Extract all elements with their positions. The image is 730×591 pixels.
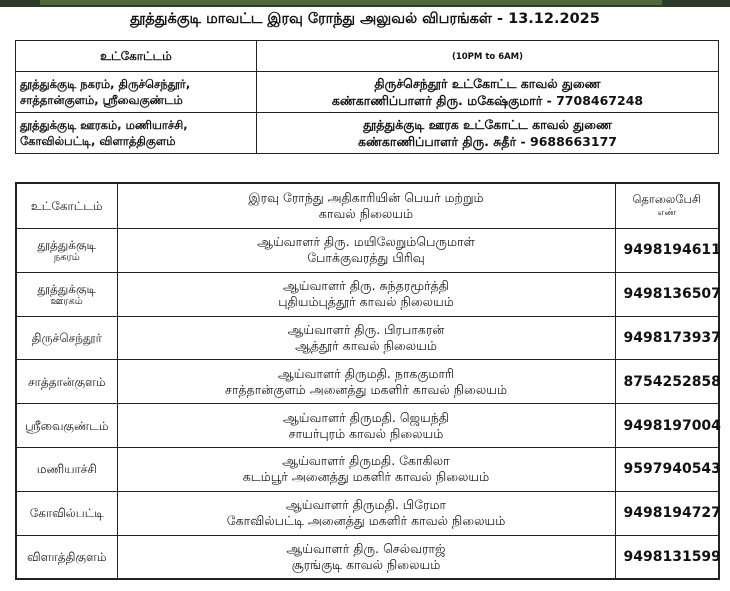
table-row <box>16 447 719 491</box>
officer-cell: ஆய்வாளர் திருமதி. பிரேமா கோவில்பட்டி அனைத்து மகளிர் காவல் நிலையம் <box>117 491 615 535</box>
phone-cell: 9498194611 <box>615 229 719 273</box>
division-cell: ஸ்ரீவைகுண்டம் <box>16 404 117 448</box>
summary-row <box>16 72 719 113</box>
summary-table <box>15 40 719 154</box>
phone-cell: 9498136507 <box>615 272 719 316</box>
top-banner <box>0 0 730 7</box>
division-cell: மணியாச்சி <box>16 447 117 491</box>
table-row <box>16 491 719 535</box>
detail-table <box>15 182 720 580</box>
officer-cell: ஆய்வாளர் திருமதி. கோகிலா கடம்பூர் அனைத்து மகளிர் காவல் நிலையம் <box>117 447 615 491</box>
officer-cell: ஆய்வாளர் திரு. சுந்தரமூர்த்தி புதியம்புத்தூர் காவல் நிலையம் <box>117 272 615 316</box>
table-row <box>16 404 719 448</box>
header-officer: இரவு ரோந்து அதிகாரியின் பெயர் மற்றும் காவல் நிலையம் <box>117 183 615 229</box>
division-cell: சாத்தான்குளம் <box>16 360 117 404</box>
table-row <box>16 229 719 273</box>
phone-cell: 9597940543 <box>615 447 719 491</box>
officer-cell: ஆய்வாளர் திரு. செல்வராஜ் சூரங்குடி காவல் நிலையம் <box>117 535 615 579</box>
officer-cell: ஆய்வாளர் திரு. மயிலேறும்பெருமாள் போக்குவரத்து பிரிவு <box>117 229 615 273</box>
summary-row <box>16 113 719 154</box>
table-row <box>16 360 719 404</box>
detail-header-row <box>16 183 719 229</box>
division-cell: விளாத்திகுளம் <box>16 535 117 579</box>
officer-cell: ஆய்வாளர் திருமதி. ஜெயந்தி சாயர்புரம் காவல் நிலையம் <box>117 404 615 448</box>
officer-cell: ஆய்வாளர் திரு. பிரபாகரன் ஆத்தூர் காவல் நிலையம் <box>117 316 615 360</box>
summary-header-time: (10PM to 6AM) <box>257 41 719 72</box>
page-title: தூத்துக்குடி மாவட்ட இரவு ரோந்து அலுவல் விபரங்கள் - 13.12.2025 <box>130 11 600 27</box>
phone-cell: 9498194727 <box>615 491 719 535</box>
banner-stripe <box>40 0 662 5</box>
table-row <box>16 535 719 579</box>
summary-officer-cell: தூத்துக்குடி ஊரக உட்கோட்ட காவல் துணை கண்காணிப்பாளர் திரு. சுதீர் - 9688663177 <box>257 113 719 154</box>
summary-divisions-cell: தூத்துக்குடி நகரம், திருச்செந்தூர், சாத்தான்குளம், ஸ்ரீவைகுண்டம் <box>16 72 257 113</box>
officer-cell: ஆய்வாளர் திருமதி. நாககுமாரி சாத்தான்குளம் அனைத்து மகளிர் காவல் நிலையம் <box>117 360 615 404</box>
summary-header-row <box>16 41 719 72</box>
summary-divisions-cell: தூத்துக்குடி ஊரகம், மணியாச்சி, கோவில்பட்டி, விளாத்திகுளம் <box>16 113 257 154</box>
phone-cell: 9498173937 <box>615 316 719 360</box>
table-row <box>16 272 719 316</box>
phone-cell: 9498131599 <box>615 535 719 579</box>
header-division: உட்கோட்டம் <box>16 183 117 229</box>
phone-cell: 8754252858 <box>615 360 719 404</box>
division-cell: தூத்துக்குடி நகரம் <box>16 229 117 273</box>
summary-header-division: உட்கோட்டம் <box>16 41 257 72</box>
summary-officer-cell: திருச்செந்தூர் உட்கோட்ட காவல் துணை கண்காணிப்பாளர் திரு. மகேஷ்குமார் - 7708467248 <box>257 72 719 113</box>
division-cell: தூத்துக்குடி ஊரகம் <box>16 272 117 316</box>
division-cell: கோவில்பட்டி <box>16 491 117 535</box>
header-phone: தொலைபேசி எண் <box>615 183 719 229</box>
division-cell: திருச்செந்தூர் <box>16 316 117 360</box>
table-row <box>16 316 719 360</box>
phone-cell: 9498197004 <box>615 404 719 448</box>
